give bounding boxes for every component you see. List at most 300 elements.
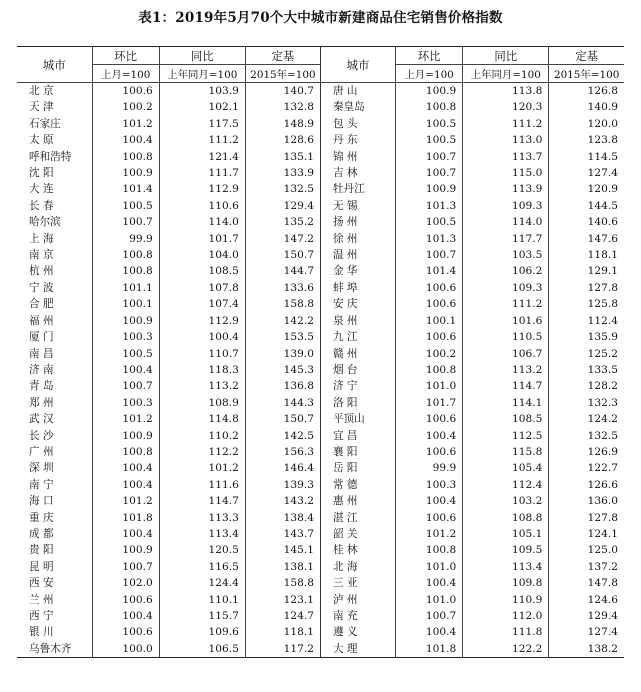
left-base-cell: 158.8: [245, 575, 320, 591]
right-yoy-cell: 111.2: [463, 116, 549, 132]
right-base-cell: 140.6: [549, 214, 624, 230]
left-mom-cell: 100.3: [92, 395, 159, 411]
left-base-cell: 136.8: [245, 378, 320, 394]
left-city-cell: 海 口: [29, 495, 54, 508]
left-mom-cell: 100.8: [92, 263, 159, 279]
left-city-cell: 深 圳: [29, 462, 54, 475]
left-mom-cell: 101.4: [92, 181, 159, 197]
right-yoy-cell: 113.9: [463, 181, 549, 197]
left-mom-cell: 100.8: [92, 444, 159, 460]
right-base-cell: 122.7: [549, 460, 624, 476]
left-base-cell: 117.2: [245, 641, 320, 658]
right-city-cell: 金 华: [320, 263, 395, 279]
right-city-cell: 泸 州: [320, 592, 395, 608]
table-row: [17, 510, 624, 526]
left-base-cell: 124.7: [245, 608, 320, 624]
table-row: [17, 247, 624, 263]
right-base-cell: 126.8: [549, 83, 624, 100]
table-row: [17, 313, 624, 329]
right-mom-cell: 101.3: [396, 198, 463, 214]
left-yoy-header: 同比: [159, 47, 245, 65]
right-mom-cell: 100.6: [396, 411, 463, 427]
left-yoy-cell: 110.7: [159, 346, 245, 362]
left-base-cell: 144.3: [245, 395, 320, 411]
table-row: [17, 346, 624, 362]
left-mom-header: 环比: [92, 47, 159, 65]
right-city-cell: 大 理: [320, 641, 395, 658]
right-base-cell: 127.8: [549, 510, 624, 526]
left-base-cell: 144.7: [245, 263, 320, 279]
right-city-cell: 洛 阳: [320, 395, 395, 411]
right-city-cell: 丹 东: [320, 132, 395, 148]
right-base-cell: 136.0: [549, 493, 624, 509]
left-base-cell: 138.4: [245, 510, 320, 526]
left-base-cell: 128.6: [245, 132, 320, 148]
right-base-subheader: 2015年=100: [549, 65, 624, 83]
right-yoy-cell: 106.2: [463, 263, 549, 279]
right-base-cell: 129.4: [549, 608, 624, 624]
right-yoy-cell: 113.0: [463, 132, 549, 148]
left-mom-cell: 100.6: [92, 592, 159, 608]
right-mom-cell: 100.9: [396, 181, 463, 197]
right-city-cell: 常 德: [320, 477, 395, 493]
right-city-cell: 泉 州: [320, 313, 395, 329]
left-yoy-cell: 112.9: [159, 181, 245, 197]
left-city-cell: 太 原: [29, 134, 54, 147]
left-mom-cell: 100.7: [92, 378, 159, 394]
right-base-cell: 124.1: [549, 526, 624, 542]
left-yoy-cell: 107.8: [159, 280, 245, 296]
left-base-header: 定基: [245, 47, 320, 65]
right-mom-cell: 101.3: [396, 231, 463, 247]
left-mom-cell: 101.2: [92, 493, 159, 509]
left-base-cell: 156.3: [245, 444, 320, 460]
table-row: [17, 132, 624, 148]
left-yoy-cell: 111.2: [159, 132, 245, 148]
right-base-cell: 118.1: [549, 247, 624, 263]
left-city-cell: 南 宁: [29, 478, 54, 491]
right-yoy-cell: 114.0: [463, 214, 549, 230]
left-mom-cell: 100.4: [92, 608, 159, 624]
left-yoy-cell: 114.8: [159, 411, 245, 427]
left-yoy-cell: 109.6: [159, 624, 245, 640]
left-base-cell: 129.4: [245, 198, 320, 214]
right-yoy-cell: 115.0: [463, 165, 549, 181]
left-city-cell: 石家庄: [29, 117, 61, 130]
right-city-cell: 湛 江: [320, 510, 395, 526]
table-row: [17, 214, 624, 230]
right-yoy-cell: 105.4: [463, 460, 549, 476]
right-city-cell: 遵 义: [320, 624, 395, 640]
left-yoy-cell: 103.9: [159, 83, 245, 100]
right-mom-cell: 100.5: [396, 132, 463, 148]
table-row: [17, 428, 624, 444]
right-mom-cell: 100.6: [396, 444, 463, 460]
right-base-cell: 138.2: [549, 641, 624, 658]
left-mom-cell: 100.7: [92, 214, 159, 230]
left-mom-cell: 101.2: [92, 116, 159, 132]
right-mom-cell: 100.7: [396, 608, 463, 624]
table-row: [17, 395, 624, 411]
left-yoy-cell: 101.7: [159, 231, 245, 247]
right-base-cell: 127.8: [549, 280, 624, 296]
right-base-cell: 127.4: [549, 624, 624, 640]
right-yoy-cell: 120.3: [463, 99, 549, 115]
right-mom-cell: 100.6: [396, 510, 463, 526]
right-base-cell: 127.4: [549, 165, 624, 181]
left-mom-subheader: 上月=100: [92, 65, 159, 83]
right-mom-cell: 100.7: [396, 149, 463, 165]
left-yoy-cell: 113.4: [159, 526, 245, 542]
left-yoy-cell: 118.3: [159, 362, 245, 378]
right-city-header: 城市: [320, 47, 395, 83]
left-base-cell: 118.1: [245, 624, 320, 640]
right-mom-cell: 100.9: [396, 83, 463, 100]
right-mom-cell: 99.9: [396, 460, 463, 476]
right-mom-cell: 101.0: [396, 559, 463, 575]
right-mom-cell: 100.6: [396, 280, 463, 296]
right-base-cell: 140.9: [549, 99, 624, 115]
left-base-cell: 132.8: [245, 99, 320, 115]
left-city-cell: 杭 州: [29, 265, 54, 278]
left-base-subheader: 2015年=100: [245, 65, 320, 83]
right-base-cell: 125.0: [549, 542, 624, 558]
left-mom-cell: 100.9: [92, 313, 159, 329]
left-city-cell: 上 海: [29, 232, 54, 245]
table-row: [17, 263, 624, 279]
right-mom-cell: 100.3: [396, 477, 463, 493]
table-row: [17, 526, 624, 542]
right-mom-cell: 101.0: [396, 592, 463, 608]
right-yoy-cell: 122.2: [463, 641, 549, 658]
right-base-cell: 132.3: [549, 395, 624, 411]
right-base-cell: 132.5: [549, 428, 624, 444]
left-city-cell: 宁 波: [29, 281, 54, 294]
right-yoy-cell: 113.2: [463, 362, 549, 378]
right-city-cell: 桂 林: [320, 542, 395, 558]
left-base-cell: 148.9: [245, 116, 320, 132]
right-yoy-cell: 112.4: [463, 477, 549, 493]
table-row: [17, 592, 624, 608]
right-yoy-cell: 108.8: [463, 510, 549, 526]
right-city-cell: 秦皇岛: [320, 99, 395, 115]
left-mom-cell: 100.2: [92, 99, 159, 115]
right-city-cell: 蚌 埠: [320, 280, 395, 296]
left-yoy-cell: 120.5: [159, 542, 245, 558]
left-mom-cell: 100.8: [92, 149, 159, 165]
left-city-cell: 武 汉: [29, 413, 54, 426]
right-base-cell: 129.1: [549, 263, 624, 279]
right-yoy-header: 同比: [463, 47, 549, 65]
right-base-cell: 125.8: [549, 296, 624, 312]
right-yoy-cell: 106.7: [463, 346, 549, 362]
right-base-cell: 133.5: [549, 362, 624, 378]
right-city-cell: 锦 州: [320, 149, 395, 165]
left-base-cell: 143.2: [245, 493, 320, 509]
right-city-cell: 宜 昌: [320, 428, 395, 444]
table-row: [17, 608, 624, 624]
left-yoy-cell: 107.4: [159, 296, 245, 312]
left-base-cell: 150.7: [245, 247, 320, 263]
table-row: [17, 149, 624, 165]
left-yoy-cell: 117.5: [159, 116, 245, 132]
left-mom-cell: 100.1: [92, 296, 159, 312]
left-base-cell: 142.2: [245, 313, 320, 329]
left-mom-cell: 100.9: [92, 542, 159, 558]
left-city-cell: 福 州: [29, 314, 54, 327]
right-city-cell: 温 州: [320, 247, 395, 263]
table-row: [17, 83, 624, 100]
price-index-table: [17, 46, 624, 658]
right-base-cell: 120.0: [549, 116, 624, 132]
right-mom-cell: 101.0: [396, 378, 463, 394]
left-base-cell: 140.7: [245, 83, 320, 100]
right-city-cell: 烟 台: [320, 362, 395, 378]
left-base-cell: 147.2: [245, 231, 320, 247]
left-base-cell: 145.1: [245, 542, 320, 558]
table-row: [17, 116, 624, 132]
right-yoy-cell: 114.1: [463, 395, 549, 411]
table-row: [17, 493, 624, 509]
left-yoy-cell: 112.2: [159, 444, 245, 460]
right-city-cell: 九 江: [320, 329, 395, 345]
right-base-cell: 135.9: [549, 329, 624, 345]
right-city-cell: 济 宁: [320, 378, 395, 394]
right-yoy-cell: 110.9: [463, 592, 549, 608]
left-city-cell: 呼和浩特: [29, 150, 72, 163]
right-base-cell: 114.5: [549, 149, 624, 165]
table-row: [17, 559, 624, 575]
right-base-cell: 120.9: [549, 181, 624, 197]
left-mom-cell: 99.9: [92, 231, 159, 247]
left-mom-cell: 100.4: [92, 460, 159, 476]
left-yoy-cell: 124.4: [159, 575, 245, 591]
left-base-cell: 142.5: [245, 428, 320, 444]
right-city-cell: 平顶山: [320, 411, 395, 427]
left-city-cell: 重 庆: [29, 511, 54, 524]
left-yoy-cell: 110.1: [159, 592, 245, 608]
left-city-cell: 北 京: [29, 85, 54, 97]
table-row: [17, 231, 624, 247]
table-row: [17, 575, 624, 591]
right-mom-cell: 101.7: [396, 395, 463, 411]
left-base-cell: 133.9: [245, 165, 320, 181]
right-city-cell: 徐 州: [320, 231, 395, 247]
left-mom-cell: 100.5: [92, 198, 159, 214]
left-mom-cell: 100.4: [92, 477, 159, 493]
right-city-cell: 襄 阳: [320, 444, 395, 460]
left-mom-cell: 100.4: [92, 362, 159, 378]
right-yoy-cell: 109.3: [463, 198, 549, 214]
left-base-cell: 158.8: [245, 296, 320, 312]
left-base-cell: 139.3: [245, 477, 320, 493]
right-mom-cell: 100.2: [396, 346, 463, 362]
right-yoy-cell: 103.2: [463, 493, 549, 509]
left-city-cell: 乌鲁木齐: [17, 641, 92, 658]
right-city-cell: 扬 州: [320, 214, 395, 230]
right-mom-subheader: 上月=100: [396, 65, 463, 83]
right-mom-cell: 100.8: [396, 99, 463, 115]
right-base-cell: 126.6: [549, 477, 624, 493]
left-mom-cell: 100.9: [92, 165, 159, 181]
left-yoy-cell: 114.0: [159, 214, 245, 230]
left-yoy-subheader: 上年同月=100: [159, 65, 245, 83]
table-row: [17, 198, 624, 214]
table-row: [17, 460, 624, 476]
left-base-cell: 123.1: [245, 592, 320, 608]
left-city-cell: 西 安: [29, 577, 54, 590]
right-mom-cell: 100.8: [396, 542, 463, 558]
left-base-cell: 139.0: [245, 346, 320, 362]
left-yoy-cell: 101.2: [159, 460, 245, 476]
left-city-header: 城市: [17, 47, 92, 83]
right-mom-cell: 100.6: [396, 329, 463, 345]
left-yoy-cell: 110.6: [159, 198, 245, 214]
left-base-cell: 143.7: [245, 526, 320, 542]
right-mom-cell: 100.1: [396, 313, 463, 329]
left-city-cell: 厦 门: [29, 331, 54, 344]
right-yoy-cell: 111.8: [463, 624, 549, 640]
right-yoy-cell: 112.0: [463, 608, 549, 624]
right-base-cell: 128.2: [549, 378, 624, 394]
right-mom-cell: 101.4: [396, 263, 463, 279]
table-row: [17, 296, 624, 312]
left-city-cell: 贵 阳: [29, 544, 54, 557]
left-yoy-cell: 113.3: [159, 510, 245, 526]
table-row: [17, 624, 624, 640]
left-city-cell: 沈 阳: [29, 167, 54, 180]
right-yoy-cell: 117.7: [463, 231, 549, 247]
left-city-cell: 昆 明: [29, 560, 54, 573]
right-city-cell: 包 头: [320, 116, 395, 132]
right-yoy-cell: 113.8: [463, 83, 549, 100]
right-city-cell: 北 海: [320, 559, 395, 575]
right-mom-cell: 100.5: [396, 214, 463, 230]
left-city-cell: 兰 州: [29, 593, 54, 606]
table-body: [17, 83, 624, 658]
left-base-cell: 153.5: [245, 329, 320, 345]
left-city-cell: 合 肥: [29, 298, 54, 311]
left-yoy-cell: 116.5: [159, 559, 245, 575]
left-yoy-cell: 121.4: [159, 149, 245, 165]
right-base-cell: 137.2: [549, 559, 624, 575]
right-yoy-cell: 109.3: [463, 280, 549, 296]
left-yoy-cell: 104.0: [159, 247, 245, 263]
left-city-cell: 南 京: [29, 249, 54, 262]
left-yoy-cell: 112.9: [159, 313, 245, 329]
right-mom-header: 环比: [396, 47, 463, 65]
right-city-cell: 无 锡: [320, 198, 395, 214]
right-mom-cell: 100.4: [396, 624, 463, 640]
left-mom-cell: 100.4: [92, 526, 159, 542]
left-mom-cell: 101.1: [92, 280, 159, 296]
left-base-cell: 138.1: [245, 559, 320, 575]
table-row: [17, 165, 624, 181]
left-yoy-cell: 106.5: [159, 641, 245, 658]
right-city-cell: 赣 州: [320, 346, 395, 362]
right-base-cell: 147.8: [549, 575, 624, 591]
right-yoy-cell: 112.5: [463, 428, 549, 444]
right-yoy-cell: 111.2: [463, 296, 549, 312]
right-mom-cell: 100.4: [396, 575, 463, 591]
right-mom-cell: 100.7: [396, 165, 463, 181]
left-yoy-cell: 114.7: [159, 493, 245, 509]
left-yoy-cell: 110.2: [159, 428, 245, 444]
left-mom-cell: 100.7: [92, 559, 159, 575]
left-mom-cell: 100.9: [92, 428, 159, 444]
left-city-cell: 长 春: [29, 199, 54, 212]
right-mom-cell: 100.4: [396, 428, 463, 444]
right-yoy-cell: 110.5: [463, 329, 549, 345]
left-yoy-cell: 115.7: [159, 608, 245, 624]
left-yoy-cell: 102.1: [159, 99, 245, 115]
right-city-cell: 三 亚: [320, 575, 395, 591]
left-yoy-cell: 100.4: [159, 329, 245, 345]
table-row: [17, 411, 624, 427]
left-city-cell: 济 南: [29, 363, 54, 376]
left-base-cell: 132.5: [245, 181, 320, 197]
right-base-cell: 144.5: [549, 198, 624, 214]
right-mom-cell: 100.4: [396, 493, 463, 509]
left-yoy-cell: 108.9: [159, 395, 245, 411]
right-city-cell: 岳 阳: [320, 460, 395, 476]
left-mom-cell: 101.2: [92, 411, 159, 427]
right-yoy-cell: 108.5: [463, 411, 549, 427]
right-base-cell: 126.9: [549, 444, 624, 460]
right-mom-cell: 100.7: [396, 247, 463, 263]
right-city-cell: 牡丹江: [320, 181, 395, 197]
left-base-cell: 150.7: [245, 411, 320, 427]
left-base-cell: 135.1: [245, 149, 320, 165]
right-yoy-cell: 113.7: [463, 149, 549, 165]
left-mom-cell: 100.4: [92, 132, 159, 148]
right-mom-cell: 100.8: [396, 362, 463, 378]
table-row: [17, 444, 624, 460]
right-yoy-subheader: 上年同月=100: [463, 65, 549, 83]
right-yoy-cell: 101.6: [463, 313, 549, 329]
table-title: 表1：2019年5月70个大中城市新建商品住宅销售价格指数: [138, 10, 503, 26]
left-mom-cell: 100.0: [92, 641, 159, 658]
right-yoy-cell: 103.5: [463, 247, 549, 263]
table-row: [17, 99, 624, 115]
right-mom-cell: 100.5: [396, 116, 463, 132]
left-mom-cell: 100.8: [92, 247, 159, 263]
right-base-cell: 124.2: [549, 411, 624, 427]
right-yoy-cell: 109.5: [463, 542, 549, 558]
right-yoy-cell: 105.1: [463, 526, 549, 542]
left-city-cell: 银 川: [29, 626, 54, 639]
left-mom-cell: 102.0: [92, 575, 159, 591]
left-city-cell: 长 沙: [29, 429, 54, 442]
left-city-cell: 大 连: [29, 183, 54, 196]
left-mom-cell: 100.5: [92, 346, 159, 362]
left-mom-cell: 101.8: [92, 510, 159, 526]
left-base-cell: 133.6: [245, 280, 320, 296]
left-base-cell: 145.3: [245, 362, 320, 378]
right-base-cell: 124.6: [549, 592, 624, 608]
right-city-cell: 韶 关: [320, 526, 395, 542]
left-mom-cell: 100.6: [92, 624, 159, 640]
left-city-cell: 哈尔滨: [29, 216, 61, 229]
right-base-cell: 123.8: [549, 132, 624, 148]
left-city-cell: 广 州: [29, 445, 54, 458]
right-yoy-cell: 113.4: [463, 559, 549, 575]
table-row: [17, 641, 624, 658]
right-city-cell: 惠 州: [320, 493, 395, 509]
right-city-cell: 吉 林: [320, 165, 395, 181]
left-base-cell: 146.4: [245, 460, 320, 476]
left-city-cell: 成 都: [29, 527, 54, 540]
